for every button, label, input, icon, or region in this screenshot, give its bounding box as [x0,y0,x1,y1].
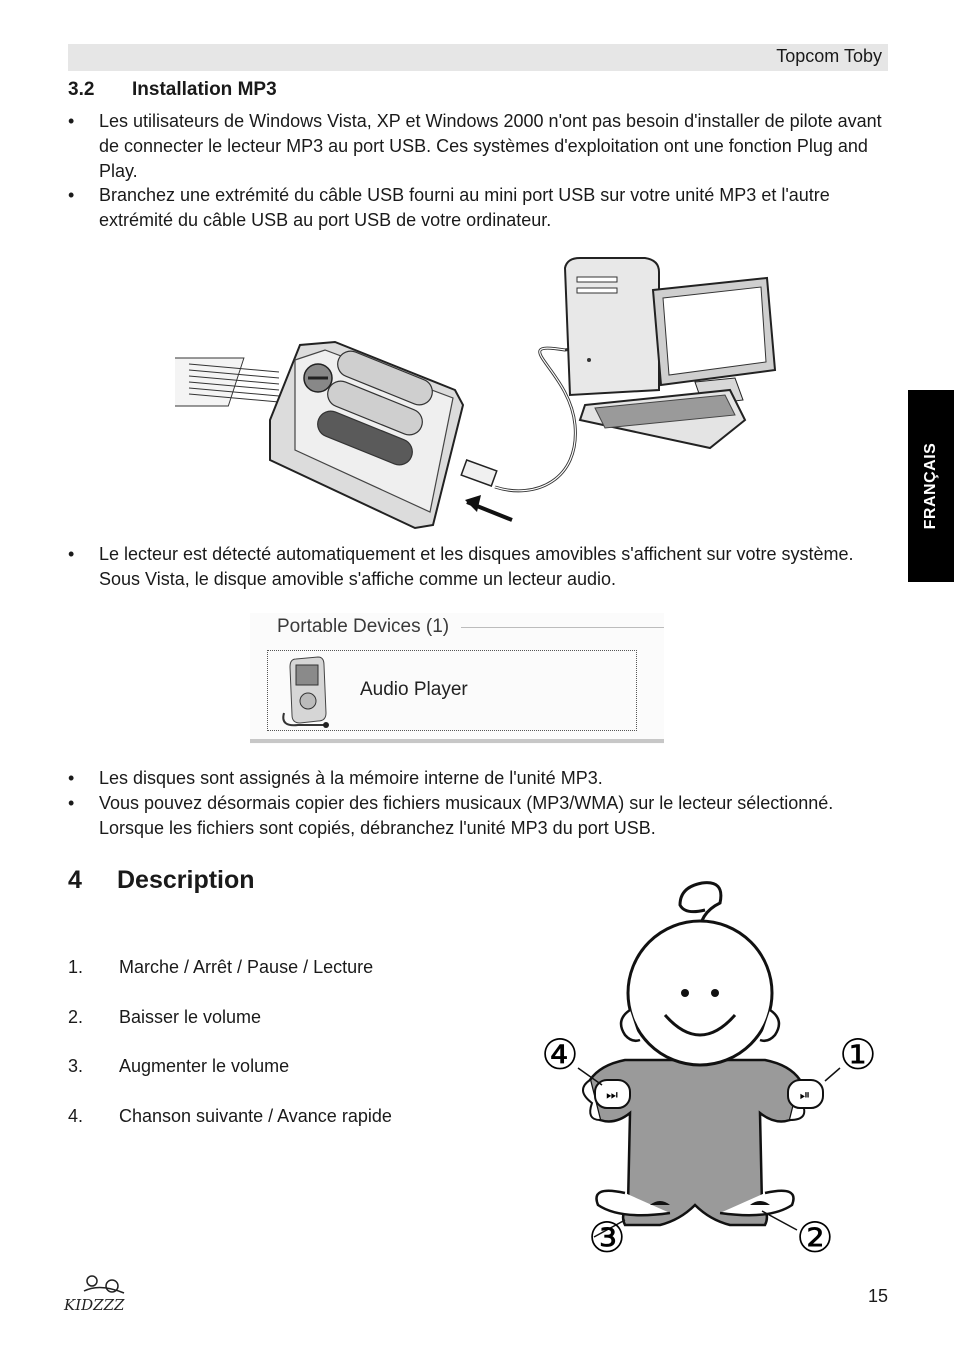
bullet-symbol: • [68,185,75,205]
divider [461,627,664,628]
panel-bottom-bar [250,739,664,743]
list-item: Augmenter le volume [119,1056,290,1076]
section4-number: 4 [68,866,82,894]
callout-1: ① [839,1030,877,1079]
section4-title: Description [117,866,255,894]
bullet-symbol: • [68,793,75,813]
baby-player-illustration [530,875,890,1270]
bullet-text: Les utilisateurs de Windows Vista, XP et Windows 2000 n'ont pas besoin d'installer de pilote avant de connecter le lecteur MP3 au port USB. Ces systèmes d'exploitation ont une fonction Plug and Play. [99,111,882,181]
callout-4: ④ [541,1030,579,1079]
list-number: 4. [68,1106,84,1126]
play-pause-icon: ⏯ [799,1088,811,1103]
section-title: Installation MP3 [132,79,277,100]
portable-devices-panel [250,613,664,744]
ribbon-cable [175,358,279,406]
bullet-symbol: • [68,111,75,131]
bullet-text: Les disques sont assignés à la mémoire interne de l'unité MP3. [99,768,603,788]
computer-tower [565,258,659,395]
usb-connection-illustration [175,250,785,535]
next-icon: ⏭ [606,1088,618,1103]
audio-player-icon [278,653,338,729]
callout-2: ② [796,1213,834,1262]
baby-head [628,921,772,1065]
bullet-text: Le lecteur est détecté automatiquement et les disques amovibles s'affichent sur votre système. Sous Vista, le disque amovible s'affiche comme un lecteur audio. [99,544,854,589]
bullet-symbol: • [68,768,75,788]
bullet-symbol: • [68,544,75,564]
audio-player-label: Audio Player [360,679,468,700]
list-number: 3. [68,1056,84,1076]
battery-unit [270,342,463,528]
list-item: Chanson suivante / Avance rapide [119,1106,392,1126]
portable-devices-title: Portable Devices (1) [277,616,450,637]
usb-cable [495,348,575,491]
list-number: 1. [68,957,84,977]
section-number: 3.2 [68,79,95,100]
computer-monitor [653,278,775,405]
logo-text: KIDZZZ [64,1296,125,1314]
usb-plug [461,460,497,486]
bullet-text: Vous pouvez désormais copier des fichiers musicaux (MP3/WMA) sur le lecteur sélectionné. Lorsque les fichiers sont copiés, débranchez l'unité MP3 du port USB. [99,793,834,838]
list-number: 2. [68,1007,84,1027]
callout-3: ③ [588,1213,626,1262]
language-tab [908,390,954,582]
language-label: FRANÇAIS [922,442,939,530]
computer-keyboard [580,390,745,448]
page-number: 15 [867,1286,888,1306]
header-bar [68,44,888,71]
bullet-text: Branchez une extrémité du câble USB fourni au mini port USB sur votre unité MP3 et l'autre extrémité du câble USB au port USB de votre ordinateur. [99,185,830,230]
list-item: Baisser le volume [119,1007,262,1027]
header-brand: Topcom Toby [776,46,882,66]
list-item: Marche / Arrêt / Pause / Lecture [119,957,374,977]
kidzzz-logo [62,1273,138,1315]
